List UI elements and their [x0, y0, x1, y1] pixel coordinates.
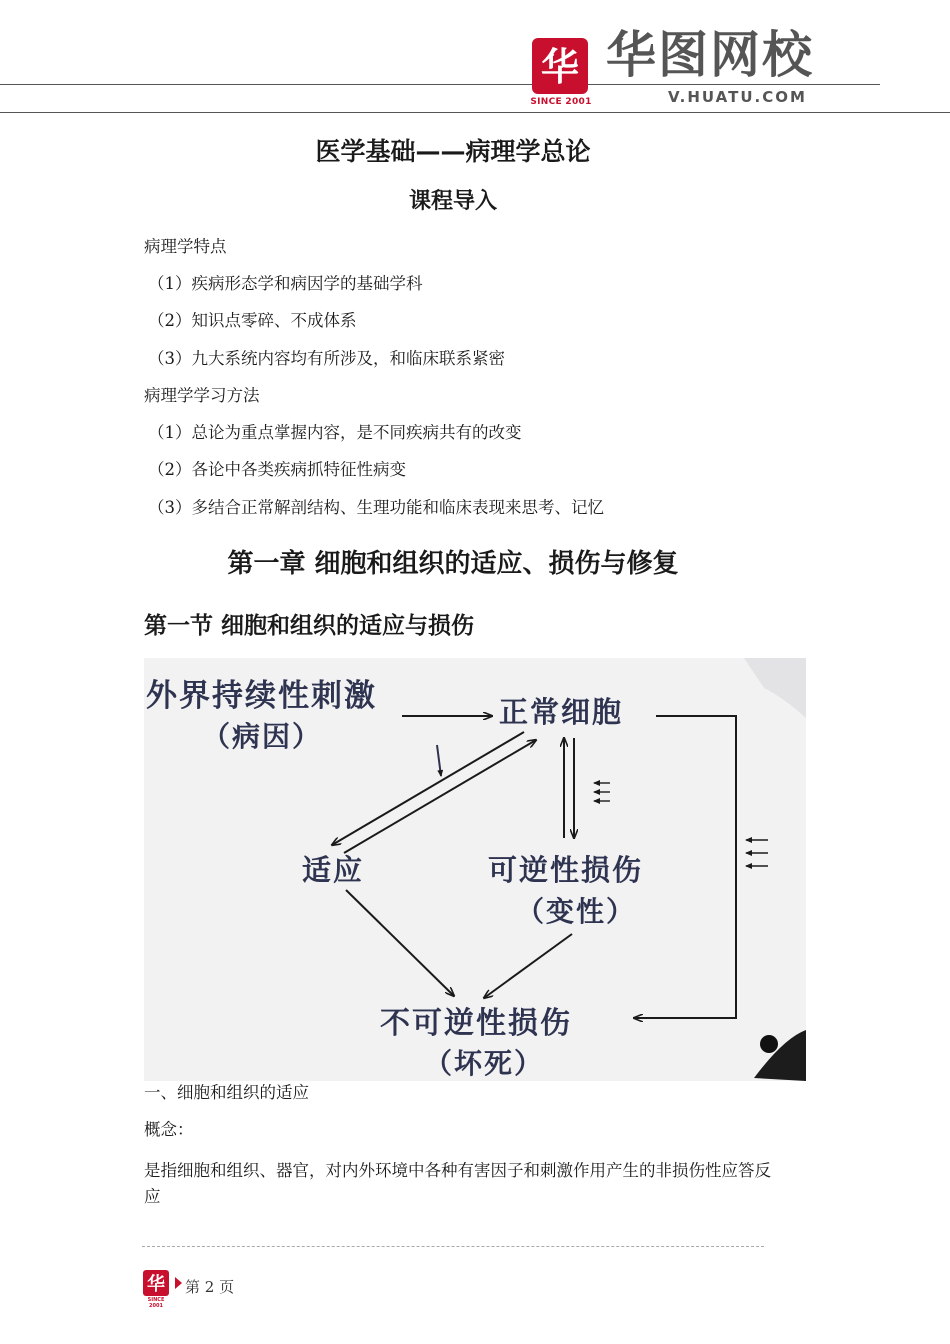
- features-heading: 病理学特点: [144, 237, 227, 256]
- methods-heading: 病理学学习方法: [144, 386, 260, 405]
- header-rule-bottom: [0, 112, 950, 113]
- section-title: 第一节 细胞和组织的适应与损伤: [144, 613, 475, 639]
- normal-cell-label: 正常细胞: [499, 695, 624, 729]
- document-subtitle: 课程导入: [408, 189, 497, 214]
- feature-item: （2）知识点零碎、不成体系: [148, 311, 357, 330]
- cell-injury-diagram: [144, 658, 806, 1081]
- stimulus-note: （病因）: [202, 720, 323, 753]
- brand-url[interactable]: V.HUATU.COM: [668, 88, 807, 106]
- logo-since-label: SINCE 2001: [530, 97, 592, 107]
- logo-glyph: 华: [540, 45, 580, 89]
- page-number: 第 2 页: [185, 1278, 235, 1296]
- footer-since-label: SINCE 2001: [147, 1297, 165, 1309]
- reversible-injury-note: （变性）: [516, 895, 637, 928]
- concept-text: 是指细胞和组织、器官，对内外环境中各种有害因子和刺激作用产生的非损伤性应答反应: [144, 1161, 771, 1206]
- brand-name: 华图网校: [606, 26, 814, 84]
- huatu-logo-icon: [532, 38, 588, 94]
- feature-item: （1）疾病形态学和病因学的基础学科: [148, 274, 423, 293]
- document-title: 医学基础——病理学总论: [315, 137, 591, 166]
- chapter-title: 第一章 细胞和组织的适应、损伤与修复: [227, 549, 679, 579]
- adaptation-label: 适应: [302, 853, 365, 887]
- method-item: （2）各论中各类疾病抓特征性病变: [148, 460, 406, 479]
- footer-logo-icon: [143, 1270, 169, 1296]
- concept-label: 概念：: [144, 1120, 194, 1139]
- irreversible-injury-label: 不可逆性损伤: [380, 1006, 572, 1041]
- header-rule-top: [0, 84, 880, 85]
- subsection-heading: 一、细胞和组织的适应: [144, 1083, 309, 1102]
- method-item: （1）总论为重点掌握内容，是不同疾病共有的改变: [148, 423, 522, 442]
- footer-divider: [142, 1246, 764, 1247]
- stimulus-label: 外界持续性刺激: [146, 678, 377, 714]
- feature-item: （3）九大系统内容均有所涉及，和临床联系紧密: [148, 349, 505, 368]
- footer-logo-glyph: 华: [147, 1274, 165, 1295]
- decorative-dot: [760, 1035, 778, 1053]
- irreversible-injury-note: （坏死）: [424, 1047, 545, 1080]
- reversible-injury-label: 可逆性损伤: [488, 853, 644, 887]
- footer-arrow-icon: [175, 1277, 182, 1289]
- method-item: （3）多结合正常解剖结构、生理功能和临床表现来思考、记忆: [148, 498, 604, 517]
